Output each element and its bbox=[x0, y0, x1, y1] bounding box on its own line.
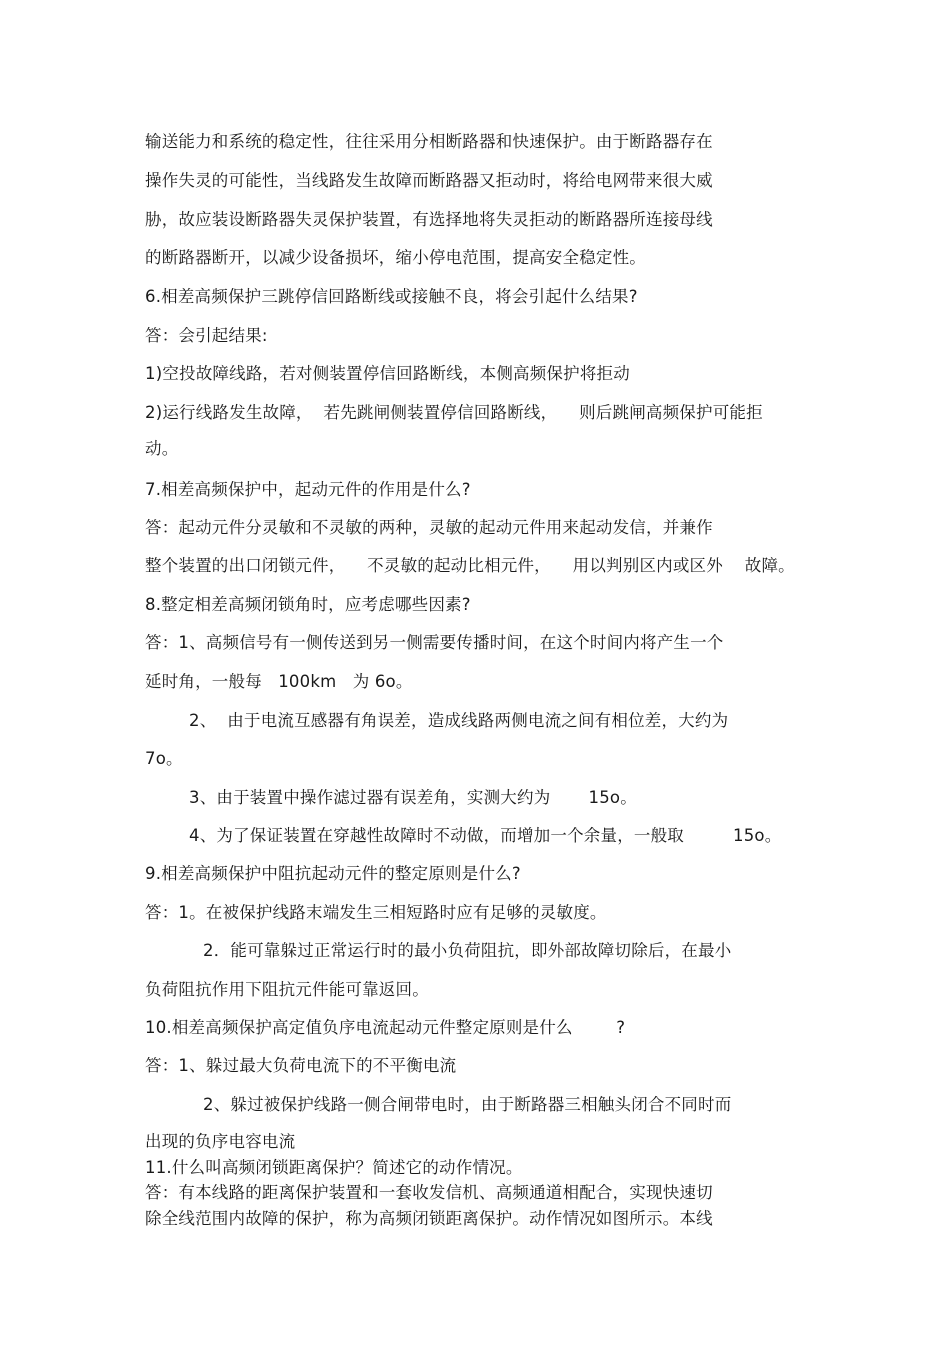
question-heading: 9.相差高频保护中阻抗起动元件的整定原则是什么? bbox=[145, 864, 521, 883]
text-line: 动。 bbox=[145, 439, 179, 458]
text-line: 整个装置的出口闭锁元件， 不灵敏的起动比相元件， 用以判别区内或区外 故障。 bbox=[145, 556, 795, 575]
text-line: 2．能可靠躲过正常运行时的最小负荷阻抗，即外部故障切除后，在最小 bbox=[203, 941, 732, 960]
text-line: 2、 由于电流互感器有角误差，造成线路两侧电流之间有相位差，大约为 bbox=[189, 711, 729, 730]
text-line: 答：会引起结果: bbox=[145, 326, 268, 345]
question-heading: 10.相差高频保护高定值负序电流起动元件整定原则是什么 ? bbox=[145, 1018, 626, 1037]
text-line: 答：1。在被保护线路末端发生三相短路时应有足够的灵敏度。 bbox=[145, 903, 607, 922]
text-line: 答：1、躲过最大负荷电流下的不平衡电流 bbox=[145, 1056, 457, 1075]
question-heading: 11.什么叫高频闭锁距离保护？简述它的动作情况。 bbox=[145, 1158, 523, 1177]
text-line: 1)空投故障线路，若对侧装置停信回路断线，本侧高频保护将拒动 bbox=[145, 364, 630, 383]
text-line: 延时角，一般每 100km 为 6o。 bbox=[145, 672, 413, 691]
question-heading: 6.相差高频保护三跳停信回路断线或接触不良，将会引起什么结果? bbox=[145, 287, 638, 306]
text-line: 答：起动元件分灵敏和不灵敏的两种，灵敏的起动元件用来起动发信，并兼作 bbox=[145, 518, 713, 537]
text-line: 7o。 bbox=[145, 749, 183, 768]
text-line: 4、为了保证装置在穿越性故障时不动做，而增加一个余量，一般取 15o。 bbox=[189, 826, 782, 845]
text-line: 除全线范围内故障的保护，称为高频闭锁距离保护。动作情况如图所示。本线 bbox=[145, 1209, 713, 1228]
question-heading: 7.相差高频保护中，起动元件的作用是什么? bbox=[145, 480, 471, 499]
text-line: 答：有本线路的距离保护装置和一套收发信机、高频通道相配合，实现快速切 bbox=[145, 1183, 713, 1202]
text-line: 胁，故应装设断路器失灵保护装置，有选择地将失灵拒动的断路器所连接母线 bbox=[145, 210, 713, 229]
text-line: 2)运行线路发生故障， 若先跳闸侧装置停信回路断线， 则后跳闸高频保护可能拒 bbox=[145, 403, 763, 422]
text-line: 答：1、高频信号有一侧传送到另一侧需要传播时间，在这个时间内将产生一个 bbox=[145, 633, 724, 652]
text-line: 操作失灵的可能性，当线路发生故障而断路器又拒动时，将给电网带来很大威 bbox=[145, 171, 713, 190]
text-line: 输送能力和系统的稳定性，往往采用分相断路器和快速保护。由于断路器存在 bbox=[145, 132, 713, 151]
question-heading: 8.整定相差高频闭锁角时，应考虑哪些因素? bbox=[145, 595, 471, 614]
text-line: 出现的负序电容电流 bbox=[145, 1132, 296, 1151]
text-line: 2、躲过被保护线路一侧合闸带电时，由于断路器三相触头闭合不同时而 bbox=[203, 1095, 732, 1114]
text-line: 3、由于装置中操作滤过器有误差角，实测大约为 15o。 bbox=[189, 788, 637, 807]
text-line: 的断路器断开，以减少设备损坏，缩小停电范围，提高安全稳定性。 bbox=[145, 248, 646, 267]
text-line: 负荷阻抗作用下阻抗元件能可靠返回。 bbox=[145, 980, 429, 999]
